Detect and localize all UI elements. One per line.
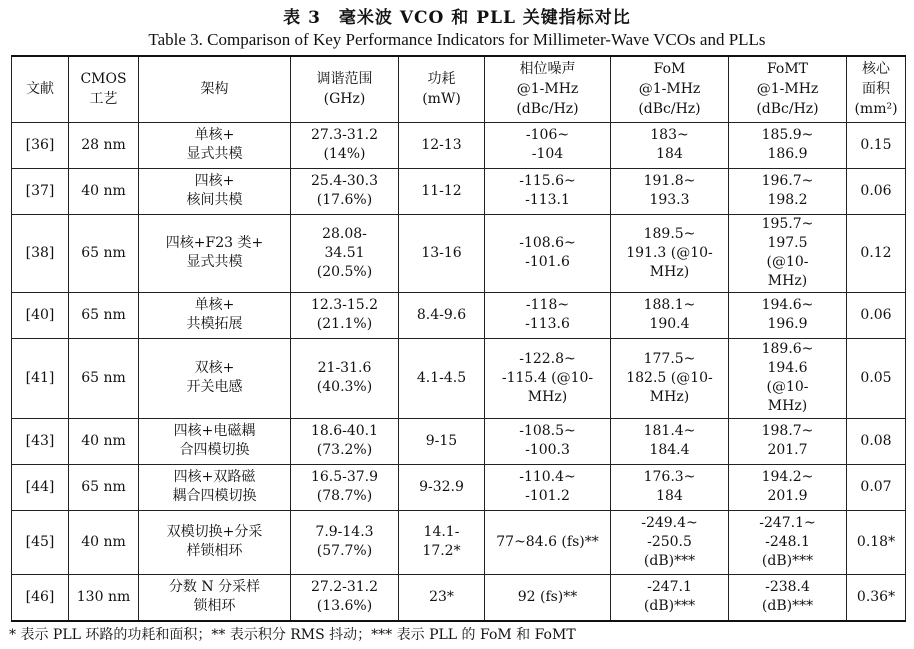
- area-cell: 0.15: [847, 122, 906, 168]
- area-cell: 0.36*: [847, 574, 906, 621]
- area-cell: 0.06: [847, 292, 906, 338]
- arch-cell: 四核+ 核间共模: [139, 168, 291, 214]
- cmos-cell: 40 nm: [69, 418, 139, 464]
- tuning-cell: 27.3-31.2 (14%): [291, 122, 399, 168]
- table-row: [12, 122, 906, 168]
- power-cell: 8.4-9.6: [399, 292, 485, 338]
- arch-cell: 单核+ 显式共模: [139, 122, 291, 168]
- header-ref: 文献: [12, 56, 69, 122]
- power-cell: 9-32.9: [399, 464, 485, 510]
- power-cell: 14.1- 17.2*: [399, 510, 485, 574]
- arch-cell: 四核+双路磁 耦合四模切换: [139, 464, 291, 510]
- fomt-cell: -247.1~ -248.1 (dB)***: [729, 510, 847, 574]
- tuning-cell: 16.5-37.9 (78.7%): [291, 464, 399, 510]
- power-cell: 11-12: [399, 168, 485, 214]
- ref-cell: [41]: [12, 338, 69, 418]
- table-row: [12, 510, 906, 574]
- table-row: [12, 292, 906, 338]
- header-tuning: 调谐范围 (GHz): [291, 56, 399, 122]
- cmos-cell: 65 nm: [69, 292, 139, 338]
- arch-cell: 双核+ 开关电感: [139, 338, 291, 418]
- ref-cell: [37]: [12, 168, 69, 214]
- power-cell: 23*: [399, 574, 485, 621]
- cmos-cell: 28 nm: [69, 122, 139, 168]
- arch-cell: 四核+电磁耦 合四模切换: [139, 418, 291, 464]
- fomt-cell: 198.7~ 201.7: [729, 418, 847, 464]
- ref-cell: [43]: [12, 418, 69, 464]
- table-row: [12, 464, 906, 510]
- power-cell: 12-13: [399, 122, 485, 168]
- cmos-cell: 65 nm: [69, 464, 139, 510]
- table-body: [12, 122, 906, 621]
- ref-cell: [40]: [12, 292, 69, 338]
- table-title-cn: 表 3 毫米波 VCO 和 PLL 关键指标对比: [283, 8, 631, 28]
- arch-cell: 四核+F23 类+ 显式共模: [139, 214, 291, 292]
- header-fomt: FoMT @1-MHz (dBc/Hz): [729, 56, 847, 122]
- arch-cell: 分数 N 分采样 锁相环: [139, 574, 291, 621]
- fom-cell: 188.1~ 190.4: [611, 292, 729, 338]
- header-cmos: CMOS 工艺: [69, 56, 139, 122]
- phase-noise-cell: -110.4~ -101.2: [485, 464, 611, 510]
- header-fom: FoM @1-MHz (dBc/Hz): [611, 56, 729, 122]
- fom-cell: 181.4~ 184.4: [611, 418, 729, 464]
- tuning-cell: 18.6-40.1 (73.2%): [291, 418, 399, 464]
- phase-noise-cell: 92 (fs)**: [485, 574, 611, 621]
- area-cell: 0.12: [847, 214, 906, 292]
- arch-cell: 单核+ 共模拓展: [139, 292, 291, 338]
- ref-cell: [44]: [12, 464, 69, 510]
- area-cell: 0.07: [847, 464, 906, 510]
- header-phase-noise: 相位噪声 @1-MHz (dBc/Hz): [485, 56, 611, 122]
- cmos-cell: 65 nm: [69, 214, 139, 292]
- tuning-cell: 12.3-15.2 (21.1%): [291, 292, 399, 338]
- header-area: 核心 面积 (mm²): [847, 56, 906, 122]
- phase-noise-cell: -115.6~ -113.1: [485, 168, 611, 214]
- ref-cell: [36]: [12, 122, 69, 168]
- table-row: [12, 214, 906, 292]
- fom-cell: 183~ 184: [611, 122, 729, 168]
- fomt-cell: 196.7~ 198.2: [729, 168, 847, 214]
- phase-noise-cell: -108.6~ -101.6: [485, 214, 611, 292]
- fomt-cell: 194.2~ 201.9: [729, 464, 847, 510]
- cmos-cell: 65 nm: [69, 338, 139, 418]
- cmos-cell: 40 nm: [69, 168, 139, 214]
- table-row: [12, 574, 906, 621]
- header-row: [12, 56, 906, 122]
- fomt-cell: 185.9~ 186.9: [729, 122, 847, 168]
- phase-noise-cell: 77~84.6 (fs)**: [485, 510, 611, 574]
- area-cell: 0.06: [847, 168, 906, 214]
- arch-cell: 双模切换+分采 样锁相环: [139, 510, 291, 574]
- table-row: [12, 418, 906, 464]
- fom-cell: 176.3~ 184: [611, 464, 729, 510]
- ref-cell: [38]: [12, 214, 69, 292]
- footnote: * 表示 PLL 环路的功耗和面积；** 表示积分 RMS 抖动；*** 表示 PLL 的 FoM 和 FoMT: [9, 627, 576, 643]
- power-cell: 9-15: [399, 418, 485, 464]
- cmos-cell: 40 nm: [69, 510, 139, 574]
- fom-cell: 191.8~ 193.3: [611, 168, 729, 214]
- table-row: [12, 168, 906, 214]
- tuning-cell: 21-31.6 (40.3%): [291, 338, 399, 418]
- comparison-table: [11, 55, 906, 622]
- table-row: [12, 338, 906, 418]
- fomt-cell: 195.7~ 197.5 (@10- MHz): [729, 214, 847, 292]
- tuning-cell: 28.08- 34.51 (20.5%): [291, 214, 399, 292]
- fomt-cell: 189.6~ 194.6 (@10- MHz): [729, 338, 847, 418]
- fom-cell: -249.4~ -250.5 (dB)***: [611, 510, 729, 574]
- phase-noise-cell: -122.8~ -115.4 (@10- MHz): [485, 338, 611, 418]
- tuning-cell: 27.2-31.2 (13.6%): [291, 574, 399, 621]
- tuning-cell: 25.4-30.3 (17.6%): [291, 168, 399, 214]
- phase-noise-cell: -118~ -113.6: [485, 292, 611, 338]
- ref-cell: [46]: [12, 574, 69, 621]
- ref-cell: [45]: [12, 510, 69, 574]
- header-arch: 架构: [139, 56, 291, 122]
- header-power: 功耗 (mW): [399, 56, 485, 122]
- fom-cell: 177.5~ 182.5 (@10- MHz): [611, 338, 729, 418]
- phase-noise-cell: -106~ -104: [485, 122, 611, 168]
- area-cell: 0.05: [847, 338, 906, 418]
- fomt-cell: -238.4 (dB)***: [729, 574, 847, 621]
- area-cell: 0.18*: [847, 510, 906, 574]
- area-cell: 0.08: [847, 418, 906, 464]
- fom-cell: 189.5~ 191.3 (@10- MHz): [611, 214, 729, 292]
- fomt-cell: 194.6~ 196.9: [729, 292, 847, 338]
- table-title-en: Table 3. Comparison of Key Performance Indicators for Millimeter-Wave VCOs and PLLs: [148, 30, 766, 49]
- cmos-cell: 130 nm: [69, 574, 139, 621]
- power-cell: 13-16: [399, 214, 485, 292]
- fom-cell: -247.1 (dB)***: [611, 574, 729, 621]
- phase-noise-cell: -108.5~ -100.3: [485, 418, 611, 464]
- power-cell: 4.1-4.5: [399, 338, 485, 418]
- tuning-cell: 7.9-14.3 (57.7%): [291, 510, 399, 574]
